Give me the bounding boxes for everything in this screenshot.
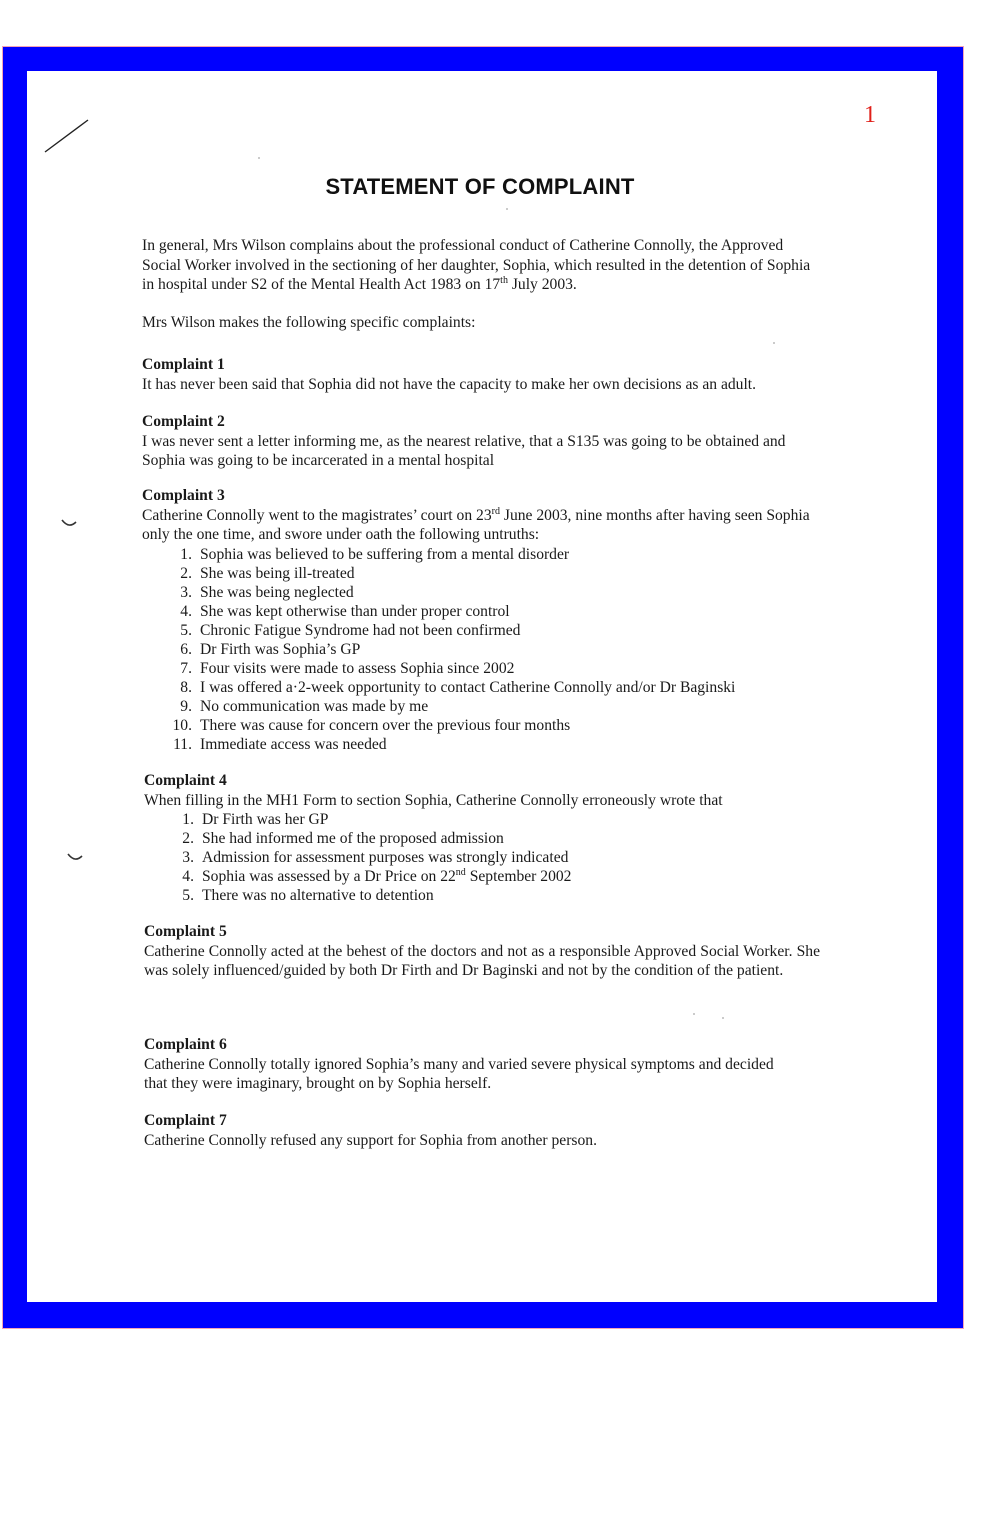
list-item bbox=[166, 564, 832, 583]
list-text-part: Sophia was assessed by a Dr Price on 22 bbox=[202, 868, 456, 885]
list-text: Chronic Fatigue Syndrome had not been confirmed bbox=[200, 621, 521, 639]
list-number: 10. bbox=[172, 716, 192, 734]
list-number: 1. bbox=[182, 811, 194, 828]
untruths-list bbox=[166, 545, 832, 754]
list-text: Dr Firth was Sophia’s GP bbox=[200, 640, 361, 658]
list-text: Immediate access was needed bbox=[200, 735, 387, 753]
complaint-3 bbox=[142, 486, 832, 754]
list-text: Dr Firth was her GP bbox=[202, 811, 329, 828]
complaint-text: Catherine Connolly totally ignored Sophia’s many and varied severe physical symptoms and decided that they were imaginary, brought on by Sophia herself. bbox=[144, 1055, 774, 1092]
list-text: She was being ill-treated bbox=[200, 564, 355, 582]
list-number: 4. bbox=[182, 868, 194, 885]
complaint-1 bbox=[142, 355, 832, 394]
list-number: 9. bbox=[180, 697, 192, 715]
list-number: 1. bbox=[180, 545, 192, 563]
list-item bbox=[166, 735, 832, 754]
list-number: 5. bbox=[182, 887, 194, 904]
complaint-6 bbox=[144, 1035, 834, 1094]
list-text: No communication was made by me bbox=[200, 697, 429, 715]
list-item bbox=[166, 602, 832, 621]
list-number: 8. bbox=[180, 678, 192, 696]
complaint-heading: Complaint 3 bbox=[142, 487, 225, 504]
punch-hole-mark-icon bbox=[60, 518, 78, 528]
document-title: STATEMENT OF COMPLAINT bbox=[325, 174, 635, 199]
list-text-part: September 2002 bbox=[465, 868, 572, 885]
scan-speck bbox=[773, 342, 775, 344]
list-number: 2. bbox=[180, 564, 192, 582]
complaint-text: It has never been said that Sophia did not have the capacity to make her own decisions as an adult. bbox=[142, 375, 757, 393]
list-number: 5. bbox=[180, 621, 192, 639]
list-item bbox=[166, 716, 832, 735]
scan-speck bbox=[722, 1017, 724, 1019]
complaint-heading: Complaint 1 bbox=[142, 356, 225, 373]
scan-speck bbox=[258, 157, 260, 159]
mh1-errors-list bbox=[168, 810, 834, 905]
complaint-heading: Complaint 4 bbox=[144, 772, 227, 789]
intro-followup: Mrs Wilson makes the following specific complaints: bbox=[142, 314, 476, 331]
complaint-5 bbox=[144, 922, 820, 981]
intro-text: In general, Mrs Wilson complains about the professional conduct of Catherine Connolly, the Approved Social Worker involved in the sectioning of her daughter, Sophia, which resulted in the detention of Sophia in hospital under S2 of the Mental Health Act 1983 on 17 bbox=[142, 237, 811, 293]
list-item bbox=[168, 810, 834, 829]
list-text: Four visits were made to assess Sophia since 2002 bbox=[200, 659, 515, 677]
complaint-heading: Complaint 5 bbox=[144, 923, 227, 940]
list-item bbox=[168, 848, 834, 867]
complaint-4 bbox=[144, 771, 834, 905]
intro-paragraph bbox=[142, 236, 822, 295]
punch-hole-mark-icon bbox=[66, 852, 84, 862]
complaint-heading: Complaint 7 bbox=[144, 1112, 227, 1129]
list-item bbox=[166, 678, 832, 697]
list-text: She was kept otherwise than under proper control bbox=[200, 602, 510, 620]
list-text bbox=[202, 867, 571, 886]
complaint-text bbox=[142, 506, 832, 545]
list-number: 4. bbox=[180, 602, 192, 620]
complaint-text: Catherine Connolly refused any support for Sophia from another person. bbox=[144, 1131, 597, 1149]
list-item bbox=[168, 886, 834, 905]
date-suffix: rd bbox=[491, 505, 500, 517]
complaint-text-part: Catherine Connolly went to the magistrates’ court on 23 bbox=[142, 506, 492, 524]
date-suffix: nd bbox=[455, 866, 466, 878]
complaint-text: Catherine Connolly acted at the behest of the doctors and not as a responsible Approved Social Worker. She was solely influenced/guided by both Dr Firth and Dr Baginski and not by the condition of the patient. bbox=[144, 942, 820, 979]
list-text: I was offered a·2-week opportunity to contact Catherine Connolly and/or Dr Baginski bbox=[200, 678, 736, 696]
scan-speck bbox=[693, 1013, 695, 1015]
list-item bbox=[166, 640, 832, 659]
list-number: 3. bbox=[180, 583, 192, 601]
list-text: Admission for assessment purposes was strongly indicated bbox=[202, 849, 569, 866]
scan-speck bbox=[506, 208, 508, 210]
list-item bbox=[168, 867, 834, 886]
list-item bbox=[166, 545, 832, 564]
list-item bbox=[166, 659, 832, 678]
complaint-heading: Complaint 6 bbox=[144, 1036, 227, 1053]
page-number: 1 bbox=[864, 102, 876, 128]
list-item bbox=[168, 829, 834, 848]
complaint-text-part: June 2003, nine months after having seen Sophia only the one time, and swore under oath the following untruths: bbox=[142, 506, 810, 543]
list-number: 6. bbox=[180, 640, 192, 658]
list-item bbox=[166, 697, 832, 716]
complaint-7 bbox=[144, 1111, 834, 1150]
list-number: 3. bbox=[182, 849, 194, 866]
complaint-text: When filling in the MH1 Form to section Sophia, Catherine Connolly erroneously wrote that bbox=[144, 791, 723, 809]
complaint-heading: Complaint 2 bbox=[142, 413, 225, 430]
intro-text-end: July 2003. bbox=[507, 276, 577, 293]
date-suffix: th bbox=[500, 274, 508, 286]
list-text: There was cause for concern over the previous four months bbox=[200, 716, 571, 734]
list-text: Sophia was believed to be suffering from a mental disorder bbox=[200, 545, 570, 563]
pen-slash-mark-icon bbox=[40, 118, 90, 154]
list-number: 11. bbox=[173, 735, 192, 753]
complaint-text: I was never sent a letter informing me, as the nearest relative, that a S135 was going to be obtained and Sophia was going to be incarcerated in a mental hospital bbox=[142, 432, 786, 469]
list-item bbox=[166, 621, 832, 640]
list-text: There was no alternative to detention bbox=[202, 887, 434, 904]
list-number: 2. bbox=[182, 830, 194, 847]
list-number: 7. bbox=[180, 659, 192, 677]
complaint-2 bbox=[142, 412, 832, 471]
list-text: She was being neglected bbox=[200, 583, 354, 601]
list-text: She had informed me of the proposed admission bbox=[202, 830, 504, 847]
list-item bbox=[166, 583, 832, 602]
